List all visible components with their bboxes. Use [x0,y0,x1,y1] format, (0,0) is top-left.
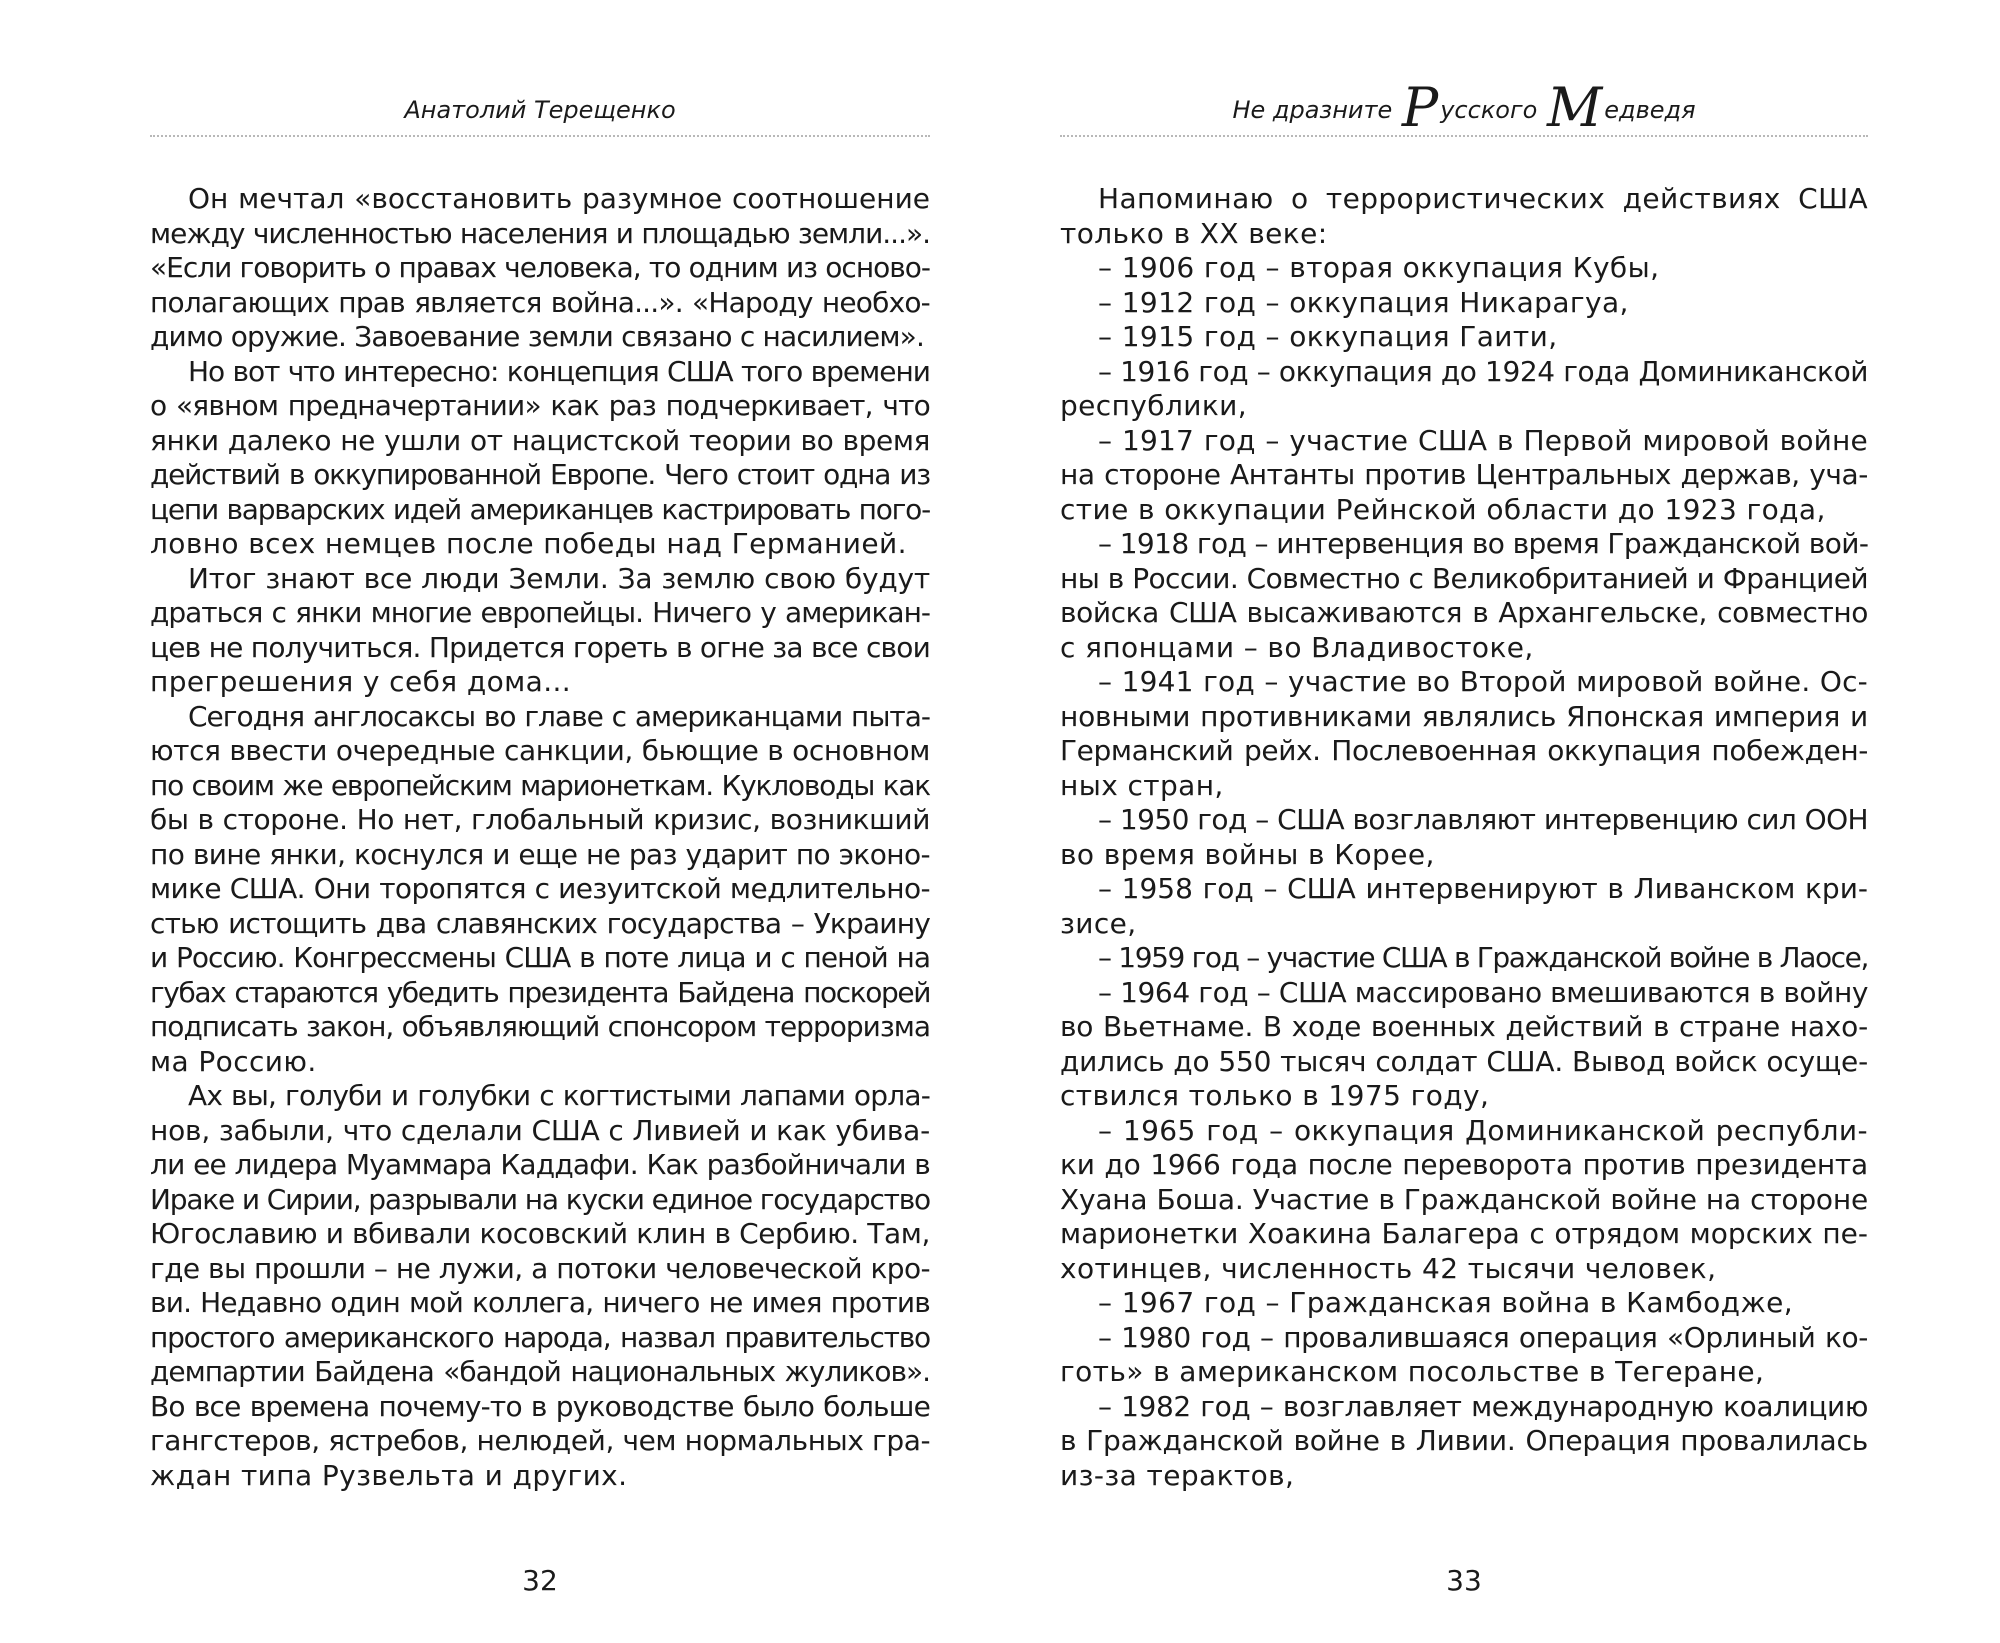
text-line: в Гражданской войне в Ливии. Операция провалилась [1060,1424,1868,1457]
text-line: готь» в американском посольстве в Тегеране, [1060,1355,1765,1388]
text-line: Итог знают все люди Земли. За землю свою будут [188,561,930,595]
text-line: мике США. Они торопятся с иезуитской медлительно- [150,872,930,905]
right-page-number: 33 [1446,1564,1482,1597]
text-line: – 1982 год – возглавляет международную коалицию [1098,1389,1868,1423]
text-line: – 1965 год – оккупация Доминиканской республи- [1098,1113,1868,1147]
left-page-number: 32 [522,1564,558,1597]
text-line: ствился только в 1975 году, [1060,1079,1490,1112]
text-line: Югославию и вбивали косовский клин в Сербию. Там, [150,1217,930,1250]
text-line: войска США высаживаются в Архангельске, совместно [1060,596,1868,629]
text-line: димо оружие. Завоевание земли связано с насилием». [150,320,925,353]
text-line: демпартии Байдена «бандой национальных жуликов». [150,1355,930,1388]
text-line: подписать закон, объявляющий спонсором терроризма [150,1010,930,1043]
right-page [1060,0,1868,1643]
text-line: Он мечтал «восстановить разумное соотношение [188,182,930,215]
text-line: цепи варварских идей американцев кастрировать пого- [150,492,930,526]
text-line: – 1917 год – участие США в Первой мировой войне [1098,423,1868,457]
text-line: драться с янки многие европейцы. Ничего у американ- [150,596,930,629]
text-line: из-за терактов, [1060,1458,1295,1492]
text-line: с японцами – во Владивостоке, [1060,630,1534,664]
text-line: – 1915 год – оккупация Гаити, [1098,320,1558,353]
text-line: Ах вы, голуби и голубки с когтистыми лапами орла- [188,1079,930,1112]
text-line: – 1912 год – оккупация Никарагуа, [1098,285,1629,319]
text-line: янки далеко не ушли от нацистской теории во время [150,423,930,457]
text-line: полагающих прав является война...». «Народу необхо- [150,285,930,319]
running-head-initial-m: М [1546,76,1603,139]
text-line: гангстеров, ястребов, нелюдей, чем нормальных гра- [150,1424,931,1457]
text-line: ловно всех немцев после победы над Германией. [150,527,907,560]
text-line: о «явном предначертании» как раз подчеркивает, что [150,389,930,422]
text-line: Сегодня англосаксы во главе с американцами пыта- [188,699,930,733]
text-line: стие в оккупации Рейнской области до 1923 года, [1060,492,1826,526]
text-line: по вине янки, коснулся и еще не раз ударит по эконо- [150,837,930,871]
text-line: ли ее лидера Муаммара Каддафи. Как разбойничали в [150,1148,930,1181]
text-line: ма Россию. [150,1044,317,1078]
text-line: ви. Недавно один мой коллега, ничего не имея против [150,1286,930,1319]
text-line: – 1980 год – провалившаяся операция «Орлиный ко- [1098,1320,1868,1354]
right-page-text [1060,182,1868,1493]
text-line: – 1950 год – США возглавляют интервенцию сил ООН [1098,803,1868,836]
text-line: ки до 1966 года после переворота против президента [1060,1148,1868,1181]
left-header-rule [150,135,930,137]
text-line: во время войны в Корее, [1060,837,1435,871]
text-line: цев не получиться. Придется гореть в огне за все свои [150,630,930,664]
text-line: – 1964 год – США массировано вмешиваются в войну [1098,975,1869,1009]
text-line: Хуана Боша. Участие в Гражданской войне на стороне [1060,1182,1868,1216]
text-line: хотинцев, численность 42 тысячи человек, [1060,1251,1717,1285]
text-line: – 1958 год – США интервенируют в Ливанском кри- [1098,872,1868,905]
text-line: по своим же европейским марионеткам. Кукловоды как [150,768,930,802]
running-head-part3: едведя [1604,96,1696,124]
text-line: – 1906 год – вторая оккупация Кубы, [1098,251,1660,284]
text-line: Напоминаю о террористических действиях США [1098,182,1868,215]
running-head-part2: усского [1440,96,1538,124]
text-line: где вы прошли – не лужи, а потоки человеческой кро- [150,1251,930,1285]
text-line: Германский рейх. Послевоенная оккупация побежден- [1060,734,1868,767]
left-running-head: Анатолий Терещенко [404,96,676,124]
text-line: ны в России. Совместно с Великобританией и Францией [1060,561,1868,595]
text-line: Во все времена почему-то в руководстве было больше [150,1389,930,1423]
text-line: простого американского народа, назвал правительство [150,1320,930,1354]
text-line: республики, [1060,389,1248,422]
text-line: Ираке и Сирии, разрывали на куски единое государство [150,1182,930,1216]
text-line: – 1959 год – участие США в Гражданской войне в Лаосе, [1098,941,1868,974]
text-line: ных стран, [1060,768,1224,802]
text-line: стью истощить два славянских государства – Украину [150,906,930,940]
text-line: на стороне Антанты против Центральных держав, уча- [1060,458,1868,491]
text-line: действий в оккупированной Европе. Чего стоит одна из [150,458,930,491]
text-line: – 1941 год – участие во Второй мировой войне. Ос- [1098,665,1868,698]
running-head-part1: Не дразните [1232,96,1393,124]
text-line: во Вьетнаме. В ходе военных действий в стране нахо- [1060,1010,1868,1043]
text-line: ются ввести очередные санкции, бьющие в основном [150,734,930,767]
text-line: губах стараются убедить президента Байдена поскорей [150,975,930,1009]
text-line: Но вот что интересно: концепция США того времени [188,354,930,388]
left-page [150,0,930,1643]
text-line: бы в стороне. Но нет, глобальный кризис, возникший [150,803,930,836]
text-line: дились до 550 тысяч солдат США. Вывод войск осуще- [1060,1044,1868,1078]
running-head-initial-r: Р [1401,76,1439,139]
text-line: между численностью населения и площадью земли...». [150,216,930,250]
text-line: ждан типа Рузвельта и других. [150,1458,628,1492]
text-line: марионетки Хоакина Балагера с отрядом морских пе- [1060,1217,1868,1250]
text-line: и Россию. Конгрессмены США в поте лица и с пеной на [150,941,930,974]
text-line: – 1916 год – оккупация до 1924 года Доминиканской [1098,354,1869,388]
right-running-head [1060,76,1868,139]
right-header-rule [1060,135,1868,137]
text-line: «Если говорить о правах человека, то одним из осново- [150,251,930,284]
text-line: – 1918 год – интервенция во время Гражданской вой- [1098,527,1869,560]
text-line: – 1967 год – Гражданская война в Камбодже, [1098,1286,1793,1319]
text-line: новными противниками являлись Японская империя и [1060,699,1868,733]
text-line: только в XX веке: [1060,216,1328,250]
text-line: нов, забыли, что сделали США с Ливией и как убива- [150,1113,930,1147]
text-line: прегрешения у себя дома... [150,665,572,698]
left-page-text [150,182,930,1493]
text-line: зисе, [1060,906,1137,940]
